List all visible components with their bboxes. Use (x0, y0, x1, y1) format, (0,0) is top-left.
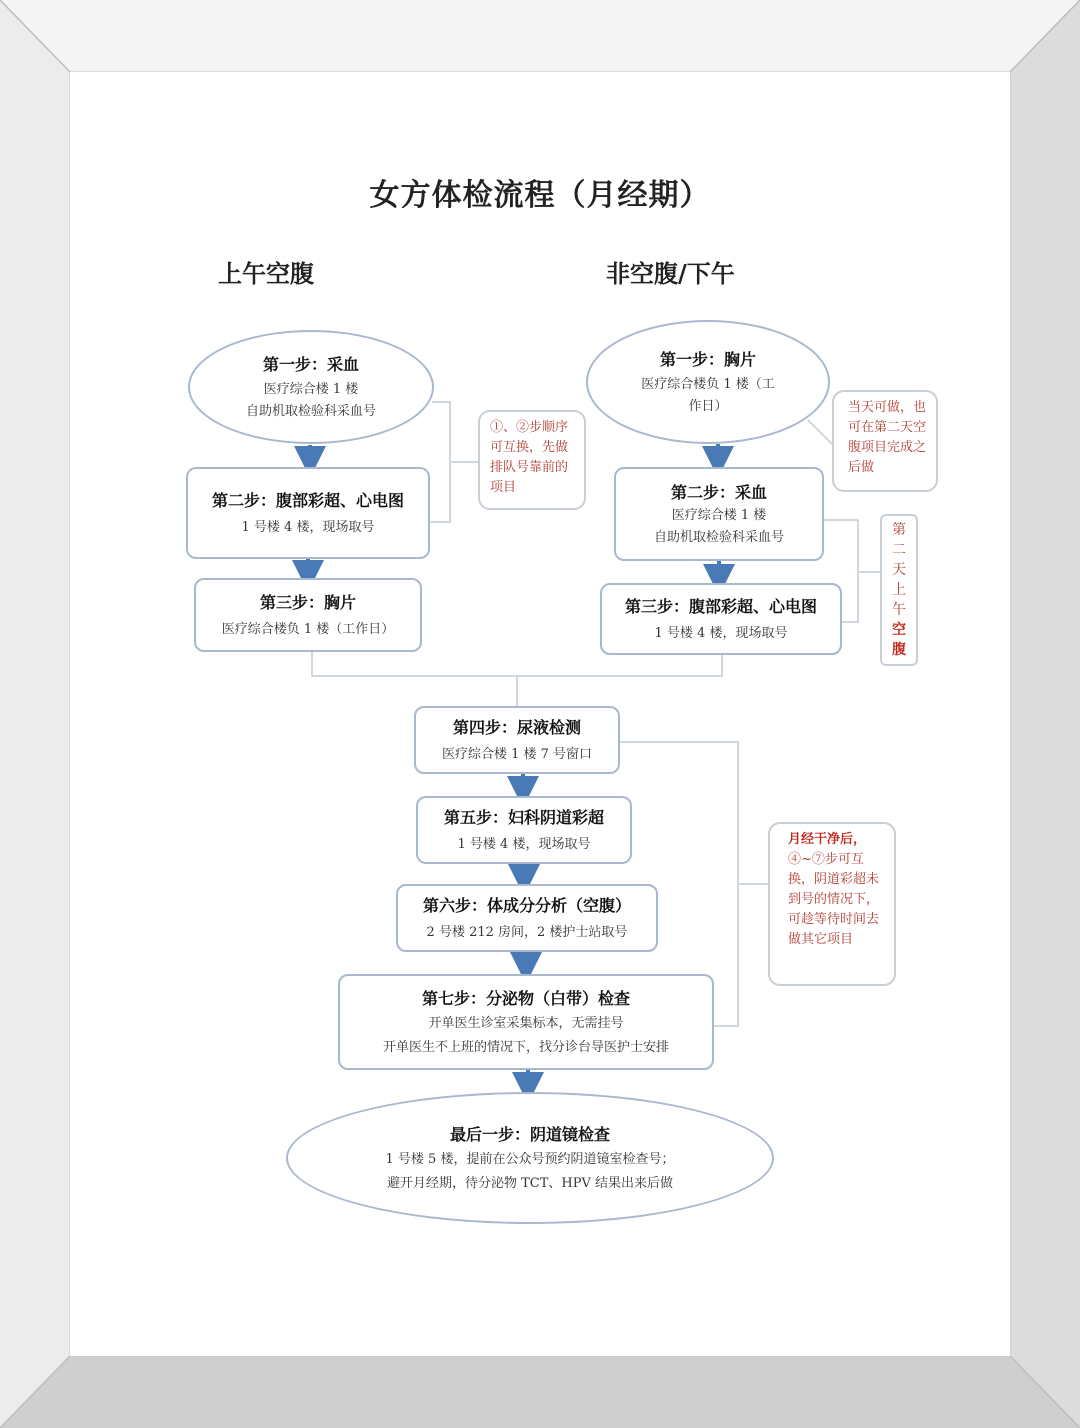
step7-discharge-test (338, 974, 714, 1070)
next-day-char: 午 (892, 602, 906, 618)
left-step2-heading: 第二步：腹部彩超、心电图 (211, 490, 404, 510)
final-step-heading: 最后一步：阴道镜检查 (449, 1124, 610, 1144)
left-step3-chest-xray (194, 578, 422, 652)
note-next-morning-fasting (880, 514, 918, 666)
final-step-colposcopy (286, 1092, 774, 1224)
afternoon-column-header: 非空腹/下午 (606, 259, 735, 288)
right-step2-heading: 第二步：采血 (670, 482, 767, 502)
next-day-char: 二 (892, 542, 906, 558)
step5-location: 1 号楼 4 楼，现场取号 (457, 836, 591, 852)
morning-column-header: 上午空腹 (218, 259, 314, 288)
left-step3-heading: 第三步：胸片 (259, 592, 356, 612)
right-step1-heading: 第一步：胸片 (659, 349, 756, 369)
right-step1-chest-xray (586, 320, 830, 444)
step4-urine-test (414, 706, 620, 774)
next-day-char: 天 (892, 562, 906, 578)
step7-heading: 第七步：分泌物（白带）检查 (421, 988, 630, 1008)
note-after-menses (768, 822, 896, 986)
left-step3-location: 医疗综合楼负 1 楼（工作日） (221, 621, 395, 637)
final-step-condition: 避开月经期，待分泌物 TCT、HPV 结果出来后做 (386, 1175, 674, 1191)
note-same-day-or-next: 当天可做，也可在第二天空腹项目完成之后做 (832, 390, 938, 492)
next-day-bold-char: 腹 (892, 642, 906, 658)
step5-vaginal-ultrasound (416, 796, 632, 864)
note-swap-steps-1-2: ①、②步顺序可互换，先做排队号靠前的项目 (478, 410, 586, 510)
next-day-char: 上 (892, 582, 906, 598)
left-step1-instruction: 自助机取检验科采血号 (245, 403, 376, 419)
page-title: 女方体检流程（月经期） (369, 178, 711, 213)
step6-location: 2 号楼 212 房间，2 楼护士站取号 (426, 924, 628, 940)
next-day-bold-char: 空 (892, 622, 906, 638)
left-step1-blood-draw (188, 330, 434, 444)
left-step1-location: 医疗综合楼 1 楼 (263, 381, 359, 397)
next-day-char: 第 (892, 522, 906, 538)
step7-alternative: 开单医生不上班的情况下，找分诊台导医护士安排 (382, 1039, 669, 1055)
right-step3-heading: 第三步：腹部彩超、心电图 (624, 596, 817, 616)
left-step2-ultrasound-ecg (186, 467, 430, 559)
right-step3-ultrasound-ecg (600, 583, 842, 655)
menses-note-heading: 月经干净后， (788, 832, 867, 847)
right-step2-location: 医疗综合楼 1 楼 (671, 507, 767, 523)
final-step-location: 1 号楼 5 楼，提前在公众号预约阴道镜室检查号； (385, 1151, 675, 1167)
menses-note-text: ④~⑦步可互换，阴道彩超未到号的情况下，可趁等待时间去做其它项目 (788, 852, 880, 947)
right-step1-location: 医疗综合楼负 1 楼（工 (641, 376, 775, 392)
step5-heading: 第五步：妇科阴道彩超 (443, 807, 604, 827)
step7-instruction: 开单医生诊室采集标本，无需挂号 (428, 1015, 624, 1031)
left-step2-location: 1 号楼 4 楼，现场取号 (241, 519, 375, 535)
left-step1-heading: 第一步：采血 (262, 354, 359, 374)
step6-body-composition (396, 884, 658, 952)
step4-heading: 第四步：尿液检测 (452, 717, 581, 737)
right-step1-location-cont: 作日） (688, 398, 728, 414)
right-step3-location: 1 号楼 4 楼，现场取号 (654, 625, 788, 641)
step6-heading: 第六步：体成分分析（空腹） (422, 895, 631, 915)
step4-location: 医疗综合楼 1 楼 7 号窗口 (441, 746, 593, 762)
right-step2-instruction: 自助机取检验科采血号 (653, 529, 784, 545)
right-step2-blood-draw (614, 467, 824, 561)
